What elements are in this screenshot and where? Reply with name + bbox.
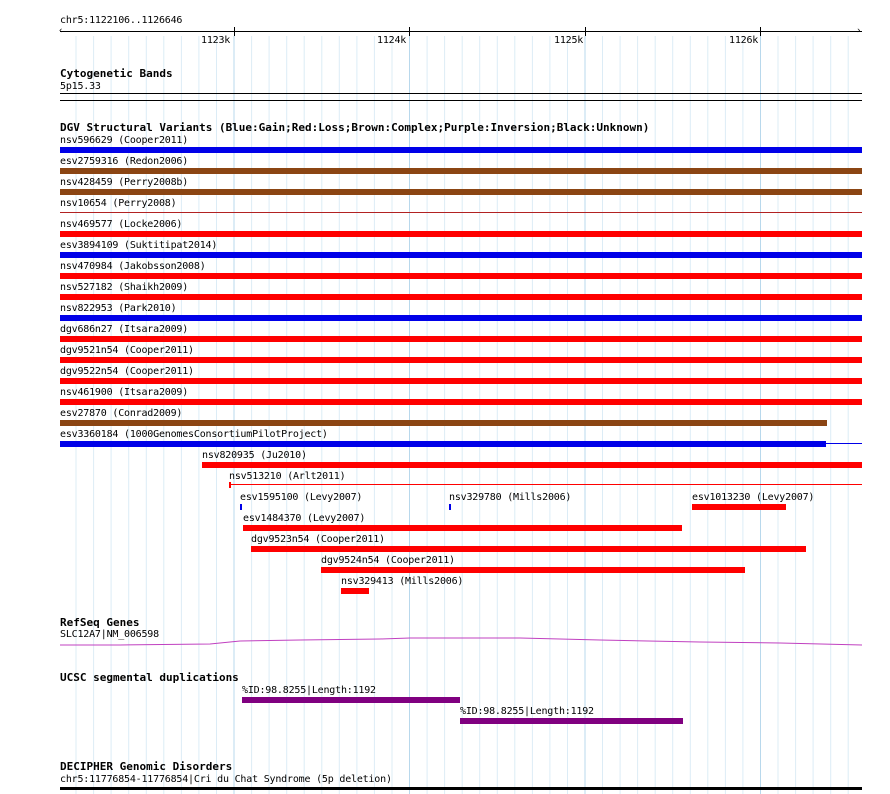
dgv-variant-bar[interactable] <box>243 525 682 531</box>
segdup-bar[interactable] <box>242 697 460 703</box>
dgv-variant-label[interactable]: nsv10654 (Perry2008) <box>60 198 177 209</box>
dgv-variant-bar[interactable] <box>251 546 806 552</box>
dgv-variant-bar[interactable] <box>60 336 862 342</box>
dgv-variant-bar[interactable] <box>60 168 862 174</box>
ruler-tick-label: 1124k <box>377 35 407 46</box>
dgv-variant-bar[interactable] <box>60 357 862 363</box>
cyto-band-label[interactable]: 5p15.33 <box>60 81 101 92</box>
track-title-segmental-duplications[interactable]: UCSC segmental duplications <box>60 671 239 684</box>
cyto-band-top-line <box>60 93 862 94</box>
ruler-tick <box>760 27 761 36</box>
dgv-variant-label[interactable]: nsv470984 (Jakobsson2008) <box>60 261 206 272</box>
dgv-variant-label[interactable]: nsv596629 (Cooper2011) <box>60 135 189 146</box>
dgv-variant-bar[interactable] <box>240 504 242 510</box>
ruler-tick-label: 1126k <box>729 35 759 46</box>
segdup-label[interactable]: %ID:98.8255|Length:1192 <box>242 685 376 696</box>
dgv-variant-label[interactable]: dgv686n27 (Itsara2009) <box>60 324 189 335</box>
segdup-bar[interactable] <box>460 718 683 724</box>
dgv-variant-label[interactable]: esv27870 (Conrad2009) <box>60 408 183 419</box>
ruler-tick <box>234 27 235 36</box>
location-label: chr5:1122106..1126646 <box>60 15 183 26</box>
refseq-gene-line[interactable] <box>0 630 890 650</box>
dgv-variant-label[interactable]: esv3894109 (Suktitipat2014) <box>60 240 218 251</box>
track-title-cytogenetic-bands[interactable]: Cytogenetic Bands <box>60 67 173 80</box>
dgv-variant-label[interactable]: nsv513210 (Arlt2011) <box>229 471 346 482</box>
dgv-variant-label[interactable]: nsv822953 (Park2010) <box>60 303 177 314</box>
dgv-variant-label[interactable]: esv1013230 (Levy2007) <box>692 492 815 503</box>
ruler-tick <box>409 27 410 36</box>
dgv-variant-label[interactable]: nsv527182 (Shaikh2009) <box>60 282 189 293</box>
ruler-tick-label: 1125k <box>554 35 584 46</box>
dgv-variant-bar[interactable] <box>202 462 862 468</box>
track-title-decipher[interactable]: DECIPHER Genomic Disorders <box>60 760 233 773</box>
dgv-variant-label[interactable]: nsv329413 (Mills2006) <box>341 576 464 587</box>
dgv-variant-bar[interactable] <box>60 147 862 153</box>
dgv-variant-bar[interactable] <box>60 441 826 447</box>
ruler-axis <box>60 31 862 32</box>
track-title-dgv[interactable]: DGV Structural Variants (Blue:Gain;Red:Loss;Brown:Complex;Purple:Inversion;Black:Unknown) <box>60 121 650 134</box>
dgv-variant-label[interactable]: dgv9523n54 (Cooper2011) <box>251 534 385 545</box>
dgv-variant-bar[interactable] <box>60 378 862 384</box>
dgv-variant-label[interactable]: dgv9521n54 (Cooper2011) <box>60 345 194 356</box>
dgv-variant-bar[interactable] <box>229 484 862 485</box>
dgv-variant-bar[interactable] <box>449 504 451 510</box>
dgv-variant-label[interactable]: dgv9522n54 (Cooper2011) <box>60 366 194 377</box>
decipher-bar[interactable] <box>60 787 862 790</box>
ruler-tick <box>585 27 586 36</box>
track-title-refseq-genes[interactable]: RefSeq Genes <box>60 616 140 629</box>
dgv-variant-label[interactable]: nsv820935 (Ju2010) <box>202 450 307 461</box>
dgv-variant-label[interactable]: nsv428459 (Perry2008b) <box>60 177 189 188</box>
dgv-variant-label[interactable]: dgv9524n54 (Cooper2011) <box>321 555 455 566</box>
dgv-variant-label[interactable]: nsv329780 (Mills2006) <box>449 492 572 503</box>
dgv-variant-bar[interactable] <box>341 588 369 594</box>
dgv-variant-bar[interactable] <box>60 420 827 426</box>
dgv-variant-label[interactable]: esv1484370 (Levy2007) <box>243 513 366 524</box>
dgv-variant-bar-start <box>229 482 231 488</box>
dgv-variant-bar[interactable] <box>321 567 745 573</box>
cyto-band-bottom-line <box>60 100 862 101</box>
dgv-variant-bar[interactable] <box>60 189 862 195</box>
dgv-variant-bar[interactable] <box>60 252 862 258</box>
ruler-tick-label: 1123k <box>201 35 231 46</box>
decipher-item-label[interactable]: chr5:11776854-11776854|Cri du Chat Syndrome (5p deletion) <box>60 774 392 785</box>
dgv-variant-bar[interactable] <box>60 273 862 279</box>
ruler-right-arrow-icon: › <box>856 26 862 36</box>
ruler-left-arrow-icon: ‹ <box>58 26 64 36</box>
dgv-variant-label[interactable]: esv2759316 (Redon2006) <box>60 156 189 167</box>
dgv-variant-label[interactable]: esv1595100 (Levy2007) <box>240 492 363 503</box>
dgv-variant-bar[interactable] <box>60 231 862 237</box>
dgv-variant-bar[interactable] <box>60 399 862 405</box>
dgv-variant-label[interactable]: esv3360184 (1000GenomesConsortiumPilotProject) <box>60 429 328 440</box>
dgv-variant-label[interactable]: nsv461900 (Itsara2009) <box>60 387 189 398</box>
dgv-variant-bar[interactable] <box>60 294 862 300</box>
dgv-variant-bar[interactable] <box>60 315 862 321</box>
refseq-gene-label[interactable]: SLC12A7|NM_006598 <box>60 629 159 640</box>
segdup-label[interactable]: %ID:98.8255|Length:1192 <box>460 706 594 717</box>
dgv-variant-bar[interactable] <box>60 212 862 213</box>
dgv-variant-bar[interactable] <box>692 504 786 510</box>
dgv-variant-label[interactable]: nsv469577 (Locke2006) <box>60 219 183 230</box>
dgv-variant-bar-extension <box>826 443 862 444</box>
